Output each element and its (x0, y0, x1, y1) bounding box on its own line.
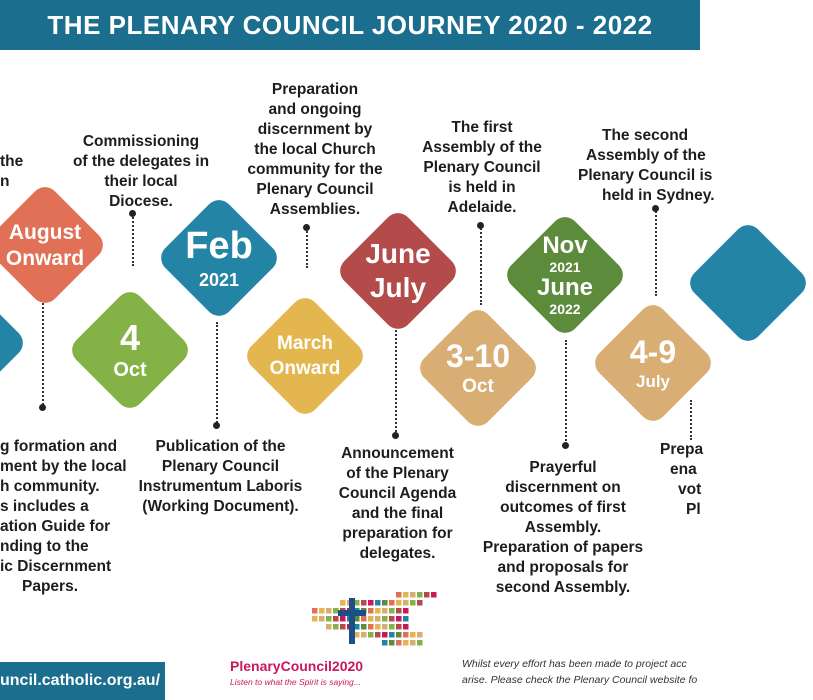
logo-mosaic-tile (375, 600, 381, 606)
logo-mosaic-tile (312, 616, 318, 622)
page-title: THE PLENARY COUNCIL JOURNEY 2020 - 2022 (47, 10, 653, 40)
logo-mosaic-tile (396, 608, 402, 614)
event-text-top-left: the n (0, 153, 24, 190)
diamond-label: 4 (119, 317, 141, 358)
event-text-announcement: Announcement of the Plenary Council Agenda and the final preparation for delegates. (338, 445, 457, 562)
event-text-second-assembly: The second Assembly of the Plenary Council is held in Sydney. (578, 127, 715, 204)
logo-mosaic-tile (361, 600, 367, 606)
diamond-label: Oct (462, 376, 494, 397)
logo-mosaic-tile (410, 592, 416, 598)
logo-name: PlenaryCouncil2020 (230, 658, 364, 674)
logo-mosaic-tile (375, 608, 381, 614)
logo-mosaic-tile (375, 624, 381, 630)
diamond-label: July (635, 372, 671, 391)
connector-dot (39, 404, 46, 411)
diamond-label: July (369, 272, 427, 303)
logo-mosaic-tile (389, 608, 395, 614)
diamond-label: 2021 (198, 270, 240, 290)
logo-mosaic-tile (396, 616, 402, 622)
logo-mosaic-tile (389, 640, 395, 646)
connector-line (306, 228, 308, 268)
logo-mosaic-tile (368, 608, 374, 614)
event-text-bottom-left: g formation and ment by the local h community. s includes a ation Guide for nding to the ic Discernment Papers. (0, 438, 127, 595)
logo-mosaic-tile (361, 632, 367, 638)
diamond-label: Feb (185, 225, 253, 267)
logo-mosaic-tile (326, 616, 332, 622)
logo-mosaic-tile (361, 624, 367, 630)
logo-mosaic-tile (333, 616, 339, 622)
logo-mosaic-tile (403, 592, 409, 598)
logo-mosaic-tile (403, 640, 409, 646)
logo-mosaic-tile (403, 600, 409, 606)
logo-mosaic-tile (396, 592, 402, 598)
diamond-label: 2021 (549, 259, 581, 275)
diamond-label: August (8, 220, 82, 244)
logo-mosaic-tile (396, 600, 402, 606)
plenary-council-logo-icon (298, 588, 408, 660)
logo-mosaic-tile (368, 616, 374, 622)
logo-mosaic-tile (403, 608, 409, 614)
logo-mosaic-tile (333, 608, 339, 614)
logo-mosaic-tile (368, 600, 374, 606)
diamond-label: 2022 (549, 301, 581, 317)
logo-mosaic-tile (340, 616, 346, 622)
timeline-diamond-july49 (588, 298, 718, 428)
logo-mosaic-tile (382, 616, 388, 622)
disclaimer-text: Whilst every effort has been made to project acc arise. Please check the Plenary Council website fo (462, 658, 698, 686)
connector-line (42, 300, 44, 408)
logo-mosaic-tile (389, 600, 395, 606)
event-text-prayerful: Prayerful discernment on outcomes of first Assembly. Preparation of papers and proposals for second Assembly. (482, 459, 644, 596)
logo-mosaic-tile (382, 608, 388, 614)
diamond-label: June (536, 274, 593, 301)
diamond-label: Onward (269, 358, 341, 379)
logo-mosaic-tile (375, 616, 381, 622)
logo-mosaic-tile (396, 640, 402, 646)
connector-dot (213, 422, 220, 429)
logo-mosaic-tile (382, 600, 388, 606)
logo-mosaic-tile (319, 616, 325, 622)
connector-dot (303, 224, 310, 231)
logo-mosaic-tile (410, 632, 416, 638)
logo-mosaic-tile (396, 624, 402, 630)
logo-tagline: Listen to what the Spirit is saying... (230, 677, 361, 687)
logo-mosaic-tile (361, 616, 367, 622)
logo-mosaic-tile (417, 640, 423, 646)
logo-mosaic-tile (410, 600, 416, 606)
logo-mosaic-tile (333, 624, 339, 630)
logo-mosaic-tile (382, 640, 388, 646)
logo-mosaic-tile (424, 592, 430, 598)
logo-mosaic-tile (340, 600, 346, 606)
logo-mosaic-tile (319, 608, 325, 614)
diamond-label: Oct (113, 359, 147, 381)
connector-line (216, 322, 218, 426)
connector-line (132, 214, 134, 266)
event-text-first-assembly: The first Assembly of the Plenary Council is held in Adelaide. (422, 119, 542, 216)
connector-line (655, 208, 657, 296)
diamond-label: March (277, 333, 333, 354)
diamond-label: June (365, 238, 431, 269)
logo-mosaic-tile (431, 592, 437, 598)
logo-mosaic-tile (389, 616, 395, 622)
logo-mosaic-tile (389, 624, 395, 630)
logo-mosaic-tile (382, 624, 388, 630)
connector-line (480, 225, 482, 305)
diamond-label: Nov (542, 232, 588, 259)
connector-dot (477, 222, 484, 229)
connector-line (565, 340, 567, 445)
logo-mosaic-tile (375, 632, 381, 638)
connector-line (395, 330, 397, 436)
website-link[interactable]: uncil.catholic.org.au/ (0, 672, 161, 689)
diamond-label: 3-10 (445, 338, 511, 374)
connector-dot (392, 432, 399, 439)
logo-mosaic-tile (403, 632, 409, 638)
connector-dot (652, 205, 659, 212)
logo-mosaic-tile (410, 640, 416, 646)
event-text-preparation: Preparation and ongoing discernment by the local Church community for the Plenary Council Assemblies. (247, 81, 383, 218)
logo-mosaic-tile (403, 616, 409, 622)
logo-mosaic-tile (326, 608, 332, 614)
logo-mosaic-tile (389, 632, 395, 638)
diamond-label: Onward (5, 246, 85, 270)
logo-mosaic-tile (368, 632, 374, 638)
logo-mosaic-tile (382, 632, 388, 638)
logo-mosaic-tile (417, 632, 423, 638)
event-text-publication: Publication of the Plenary Council Instrumentum Laboris (Working Document). (138, 438, 303, 515)
logo-mosaic-tile (396, 632, 402, 638)
logo-mosaic-tile (403, 624, 409, 630)
connector-dot (562, 442, 569, 449)
logo-mosaic-tile (312, 608, 318, 614)
logo-mosaic-tile (417, 600, 423, 606)
event-text-bottom-right: Prepa ena vot Pl (660, 441, 704, 518)
logo-mosaic-tile (340, 624, 346, 630)
event-text-commissioning: Commissioning of the delegates in their local Diocese. (72, 133, 210, 210)
logo-mosaic-tile (326, 624, 332, 630)
logo-mosaic-tile (368, 624, 374, 630)
diamond-label: 4-9 (629, 334, 677, 370)
logo-mosaic-tile (417, 592, 423, 598)
